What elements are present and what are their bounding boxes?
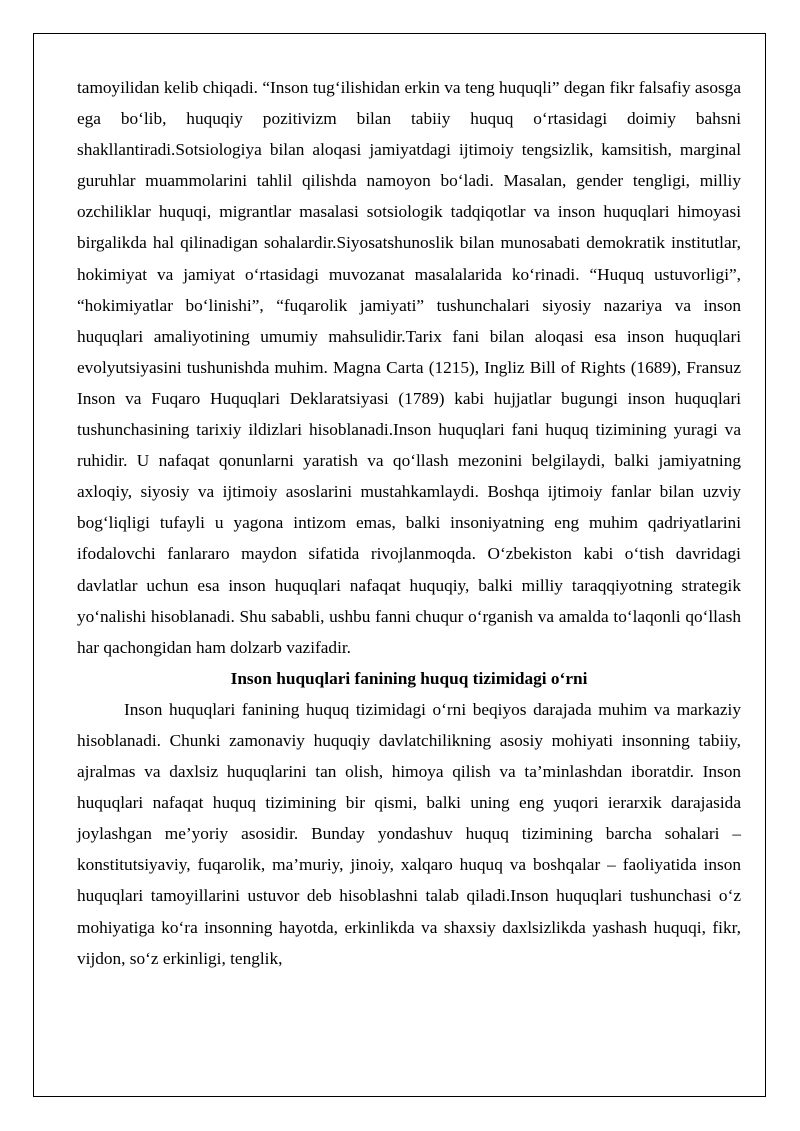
- body-paragraph: Inson huquqlari fanining huquq tizimidagi o‘rni beqiyos darajada muhim va markaziy hisoblanadi. Chunki zamonaviy huquqiy davlatchilikning asosiy mohiyati insonning tabiiy, ajralmas va daxlsiz huquqlarini tan olish, himoya qilish va ta’minlashdan iboratdir. Inson huquqlari nafaqat huquq tizimining bir qismi, balki uning eng yuqori ierarxik darajasida joylashgan me’yoriy asosidir. Bunday yondashuv huquq tizimining barcha sohalari – konstitutsiyaviy, fuqarolik, ma’muriy, jinoiy, xalqaro huquq va boshqalar – faoliyatida inson huquqlari tamoyillarini ustuvor deb hisoblashni talab qiladi.Inson huquqlari tushunchasi o‘z mohiyatiga ko‘ra insonning hayotda, erkinlikda va shaxsiy daxlsizlikda yashash huquqi, fikr, vijdon, so‘z erkinligi, tenglik,: [77, 699, 741, 968]
- document-body: [77, 72, 741, 974]
- section-heading: Inson huquqlari fanining huquq tizimidagi o‘rni: [230, 668, 588, 688]
- body-paragraph: tamoyilidan kelib chiqadi. “Inson tug‘ilishidan erkin va teng huquqli” degan fikr falsafiy asosga ega bo‘lib, huquqiy pozitivizm bilan tabiiy huquq o‘rtasidagi doimiy bahsni shakllantiradi.Sotsiologiya bilan aloqasi jamiyatdagi ijtimoiy tengsizlik, kamsitish, marginal guruhlar muammolarini tahlil qilishda namoyon bo‘ladi. Masalan, gender tengligi, milliy ozchiliklar huquqi, migrantlar masalasi sotsiologik tadqiqotlar va inson huquqlari himoyasi birgalikda hal qilinadigan sohalardir.Siyosatshunoslik bilan munosabati demokratik institutlar, hokimiyat va jamiyat o‘rtasidagi muvozanat masalalarida ko‘rinadi. “Huquq ustuvorligi”, “hokimiyatlar bo‘linishi”, “fuqarolik jamiyati” tushunchalari siyosiy nazariya va inson huquqlari amaliyotining umumiy mahsulidir.Tarix fani bilan aloqasi esa inson huquqlari evolyutsiyasini tushunishda muhim. Magna Carta (1215), Ingliz Bill of Rights (1689), Fransuz Inson va Fuqaro Huquqlari Deklaratsiyasi (1789) kabi hujjatlar bugungi inson huquqlari tushunchasining tarixiy ildizlari hisoblanadi.Inson huquqlari fani huquq tizimining yuragi va ruhidir. U nafaqat qonunlarni yaratish va qo‘llash mezonini belgilaydi, balki jamiyatning axloqiy, siyosiy va ijtimoiy asoslarini mustahkamlaydi. Boshqa ijtimoiy fanlar bilan uzviy bog‘liqligi tufayli u yagona intizom emas, balki insoniyatning eng muhim qadriyatlarini ifodalovchi fanlararo maydon sifatida rivojlanmoqda. O‘zbekiston kabi o‘tish davridagi davlatlar uchun esa inson huquqlari nafaqat huquqiy, balki milliy taraqqiyotning strategik yo‘nalishi hisoblanadi. Shu sababli, ushbu fanni chuqur o‘rganish va amalda to‘laqonli qo‘llash har qachongidan ham dolzarb vazifadir.: [77, 78, 741, 657]
